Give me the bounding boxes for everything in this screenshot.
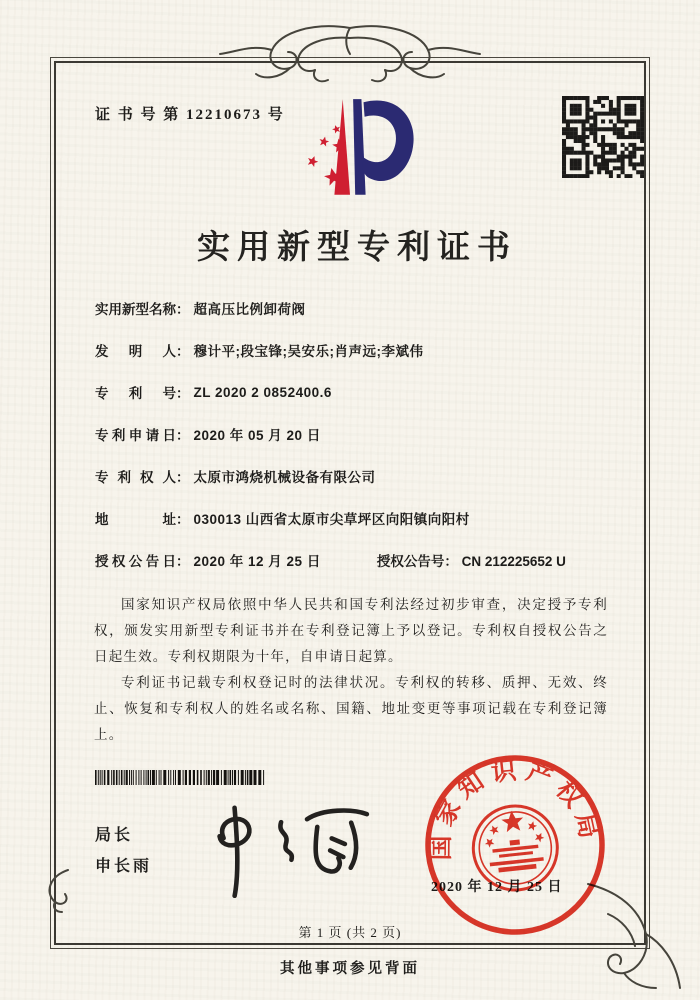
- field-patentee: 专利权人 ： 太原市鸿烧机械设备有限公司: [95, 455, 615, 497]
- field-filing-date: 专利申请日 ： 2020 年 05 月 20 日: [95, 413, 615, 455]
- back-side-note: 其他事项参见背面: [280, 961, 420, 977]
- field-label: 地址: [95, 512, 176, 527]
- signer-title: 局长: [95, 827, 134, 844]
- field-value: 2020 年 12 月 25 日: [193, 554, 321, 569]
- field-inventors: 发明人 ： 穆计平;段宝锋;吴安乐;肖声远;李斌伟: [95, 329, 615, 371]
- cnipa-red-seal: [422, 752, 608, 938]
- field-label: 专利权人: [95, 470, 176, 485]
- field-label: 发明人: [95, 344, 176, 359]
- field-value: ZL 2020 2 0852400.6: [193, 384, 332, 400]
- signer-block: [95, 820, 152, 882]
- field-utility-model-name: 实用新型名称 ： 超高压比例卸荷阀: [95, 287, 615, 329]
- certificate-fields: [95, 287, 615, 581]
- certificate-title: 实用新型专利证书: [197, 230, 517, 266]
- signer-name: 申长雨: [95, 858, 153, 875]
- cnipa-logo-icon: [280, 96, 420, 200]
- field-patent-number: 专利号 ： ZL 2020 2 0852400.6: [95, 371, 615, 413]
- top-flourish-ornament: [218, 14, 482, 92]
- field-label: 专利号: [95, 386, 176, 401]
- bottom-left-flourish-ornament: [42, 866, 76, 914]
- field-label: 实用新型名称: [95, 302, 176, 317]
- field-grant-publication-number: 授权公告号： CN 212225652 U: [376, 554, 566, 569]
- field-value: 030013 山西省太原市尖草坪区向阳镇向阳村: [193, 512, 470, 527]
- field-value: 2020 年 05 月 20 日: [193, 428, 321, 443]
- national-emblem: [469, 802, 561, 894]
- legal-paragraph-1: 国家知识产权局依照中华人民共和国专利法经过初步审查，决定授予专利权，颁发实用新型专利证书并在专利登记簿上予以登记。专利权自授权公告之日起生效。专利权期限为十年，自申请日起算。: [94, 597, 608, 664]
- page-number: 第 1 页 (共 2 页): [298, 925, 402, 940]
- field-label: 专利申请日: [95, 428, 176, 443]
- field-grant-date: 授权公告日 ： 2020 年 12 月 25 日 授权公告号： CN 212225652 U: [95, 539, 615, 581]
- field-value: 穆计平;段宝锋;吴安乐;肖声远;李斌伟: [193, 344, 424, 359]
- barcode: [95, 770, 267, 785]
- legal-paragraph-2: 专利证书记载专利权登记时的法律状况。专利权的转移、质押、无效、终止、恢复和专利权人的姓名或名称、国籍、地址变更等事项记载在专利登记簿上。: [94, 675, 608, 742]
- field-address: 地址 ： 030013 山西省太原市尖草坪区向阳镇向阳村: [95, 497, 615, 539]
- legal-body-text: [94, 592, 608, 748]
- qr-code: [562, 96, 644, 178]
- seal-date: 2020 年 12 月 25 日: [431, 880, 563, 895]
- field-label: 授权公告日: [95, 554, 176, 569]
- field-value: 超高压比例卸荷阀: [193, 302, 306, 317]
- seal-ring-text: 国家知识产权局: [427, 756, 604, 861]
- certificate-number: 证 书 号 第 12210673 号: [95, 107, 285, 123]
- field-value: 太原市鸿烧机械设备有限公司: [193, 470, 376, 485]
- signature-handwriting: [196, 798, 378, 898]
- svg-text:国家知识产权局: [422, 752, 605, 863]
